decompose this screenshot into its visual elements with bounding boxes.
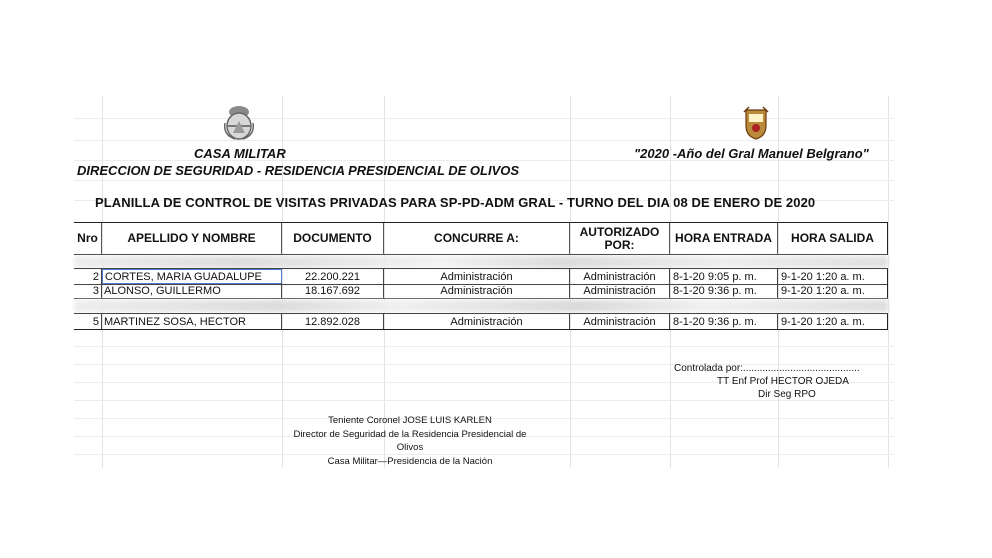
document-title: PLANILLA DE CONTROL DE VISITAS PRIVADAS PARA SP-PD-ADM GRAL - TURNO DEL DIA 08 DE ENERO DE 2020 [95, 195, 816, 210]
row-name: MARTINEZ SOSA, HECTOR [102, 314, 282, 329]
department-name: DIRECCION DE SEGURIDAD - RESIDENCIA PRESIDENCIAL DE OLIVOS [77, 163, 520, 178]
col-autorizado: AUTORIZADO POR: [570, 223, 670, 254]
row-name: ALONSO, GUILLERMO [102, 283, 282, 298]
col-entrada: HORA ENTRADA [670, 223, 778, 254]
row-document: 22.200.221 [282, 269, 384, 284]
row-nro: 5 [74, 314, 102, 329]
signature-title-cont: Olivos [396, 442, 424, 453]
row-document: 12.892.028 [282, 314, 384, 329]
row-autorizado: Administración [570, 269, 670, 284]
org-name: CASA MILITAR [194, 146, 286, 161]
controlled-by-label: Controlada por:.......................................... [674, 363, 860, 374]
coat-of-arms-icon [221, 103, 257, 141]
col-document: DOCUMENTO [282, 223, 384, 254]
row-concurre: Administración [384, 269, 570, 284]
row-name[interactable]: CORTES, MARIA GUADALUPE [102, 269, 282, 284]
row-autorizado: Administración [570, 283, 670, 298]
redacted-row [74, 300, 888, 312]
signature-title: Director de Seguridad de la Residencia Presidencial de [293, 428, 527, 440]
row-entrada: 8-1-20 9:05 p. m. [670, 269, 778, 284]
redacted-row [74, 256, 888, 268]
row-concurre: Administración [384, 314, 570, 329]
row-document: 18.167.692 [282, 283, 384, 298]
year-motto: "2020 -Año del Gral Manuel Belgrano" [634, 146, 869, 161]
col-concurre: CONCURRE A: [384, 223, 570, 254]
row-salida: 9-1-20 1:20 a. m. [778, 314, 888, 329]
controller-role: Dir Seg RPO [758, 389, 816, 400]
row-nro: 2 [74, 269, 102, 284]
signature-name: Teniente Coronel JOSE LUIS KARLEN [328, 415, 492, 426]
row-salida: 9-1-20 1:20 a. m. [778, 269, 888, 284]
row-concurre: Administración [384, 283, 570, 298]
row-autorizado: Administración [570, 314, 670, 329]
table-row [74, 283, 888, 299]
table-header [74, 222, 888, 255]
controller-name: TT Enf Prof HECTOR OJEDA [717, 376, 849, 387]
row-entrada: 8-1-20 9:36 p. m. [670, 283, 778, 298]
row-entrada: 8-1-20 9:36 p. m. [670, 314, 778, 329]
signature-org: Casa Militar—Presidencia de la Nación [327, 455, 493, 467]
col-name: APELLIDO Y NOMBRE [102, 223, 282, 254]
row-nro: 3 [74, 283, 102, 298]
signature-block [280, 414, 540, 468]
row-salida: 9-1-20 1:20 a. m. [778, 283, 888, 298]
col-salida: HORA SALIDA [778, 223, 888, 254]
col-nro: Nro [74, 223, 102, 254]
table-row [74, 313, 888, 330]
belgrano-emblem-icon [743, 106, 769, 140]
